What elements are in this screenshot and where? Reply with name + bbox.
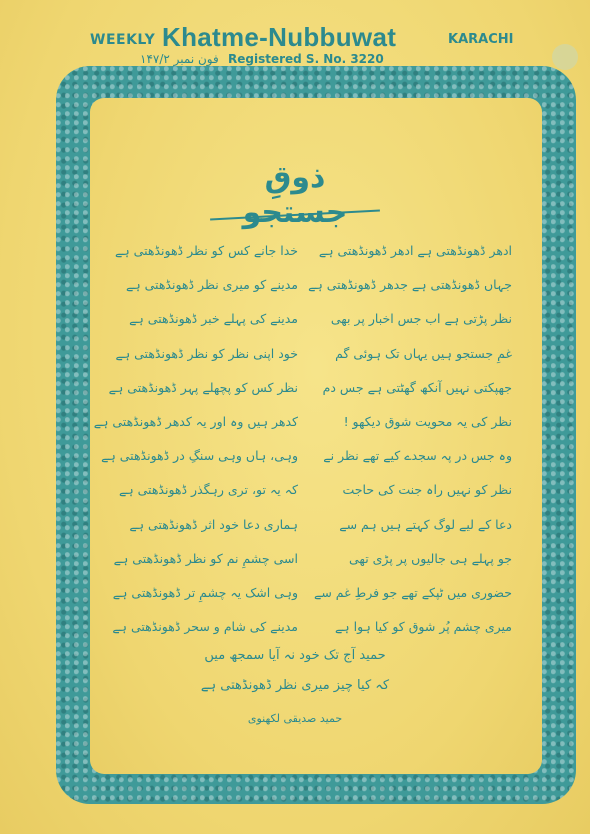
- verse-line: مدینے کی پہلے خبر ڈھونڈھتی ہے: [129, 311, 298, 327]
- masthead-title: Khatme-Nubbuwat: [162, 22, 397, 52]
- poem-right-column: [302, 236, 512, 646]
- closing-verse-line-2: کہ کیا چیز میری نظر ڈھونڈھتی ہے: [200, 678, 390, 693]
- verse-line: مدینے کو میری نظر ڈھونڈھتی ہے: [126, 277, 298, 293]
- verse-line: خود اپنی نظر کو نظر ڈھونڈھتی ہے: [115, 345, 298, 361]
- verse-line: حضوری میں ٹپکے تھے جو فرطِ غم سے: [314, 584, 512, 600]
- masthead-city: KARACHI: [448, 32, 514, 47]
- masthead-seal-icon: [552, 44, 578, 70]
- verse-line: میری چشم پُر شوق کو کیا ہوا ہے: [334, 619, 512, 635]
- verse-line: ادھر ڈھونڈھتی ہے ادھر ڈھونڈھتی ہے: [318, 243, 512, 258]
- verse-line: اسی چشمِ نم کو نظر ڈھونڈھتی ہے: [113, 550, 298, 566]
- verse-line: نظر پڑتی ہے اب جس اخبار پر بھی: [330, 311, 512, 327]
- closing-verse-line-1: حمید آج تک خود نہ آیا سمجھ میں: [204, 648, 386, 663]
- verse-line: دعا کے لیے لوگ کہتے ہیں ہم سے: [339, 516, 512, 532]
- poem-title: ذوقِ جستجو: [242, 160, 348, 230]
- verse-line: وہ جس در پہ سجدے کیے تھے نظر نے: [323, 448, 512, 464]
- masthead-registration: Registered S. No. 3220: [228, 52, 384, 66]
- masthead: [0, 18, 590, 68]
- verse-line: وہی، ہاں وہی سنگِ در ڈھونڈھتی ہے: [101, 448, 298, 464]
- poem-left-column: [88, 236, 298, 646]
- verse-line: خدا جانے کس کو نظر ڈھونڈھتی ہے: [115, 243, 298, 258]
- verse-line: مدینے کی شام و سحر ڈھونڈھتی ہے: [112, 619, 298, 635]
- verse-line: غمِ جستجو ہیں یہاں تک ہوئی گم: [335, 345, 512, 361]
- verse-line: نظر کو نہیں راہ جنت کی حاجت: [342, 482, 512, 498]
- verse-line: نظر کس کو پچھلے پہر ڈھونڈھتی ہے: [108, 379, 298, 395]
- poet-signature: حمید صدیقی لکھنوی: [247, 712, 343, 725]
- verse-line: جھپکتی نہیں آنکھ گھٹتی ہے جس دم: [322, 379, 512, 395]
- verse-line: کدھر ہیں وہ اور یہ کدھر ڈھونڈھتی ہے: [93, 413, 298, 429]
- masthead-weekly: WEEKLY: [90, 32, 156, 48]
- verse-line: وہی اشک یہ چشمِ تر ڈھونڈھتی ہے: [112, 584, 298, 600]
- verse-line: کہ یہ تو، تری رہگذر ڈھونڈھتی ہے: [119, 482, 298, 498]
- verse-line: ہماری دعا خود اثر ڈھونڈھتی ہے: [129, 516, 298, 532]
- verse-line: نظر کی یہ محویت شوق دیکھو !: [343, 413, 512, 429]
- verse-line: جو پہلے ہی جالیوں پر پڑی تھی: [349, 550, 512, 566]
- masthead-phone: فون نمبر ۱۴۷/۲: [140, 52, 219, 66]
- verse-line: جہاں ڈھونڈھتی ہے جدھر ڈھونڈھتی ہے: [308, 277, 512, 293]
